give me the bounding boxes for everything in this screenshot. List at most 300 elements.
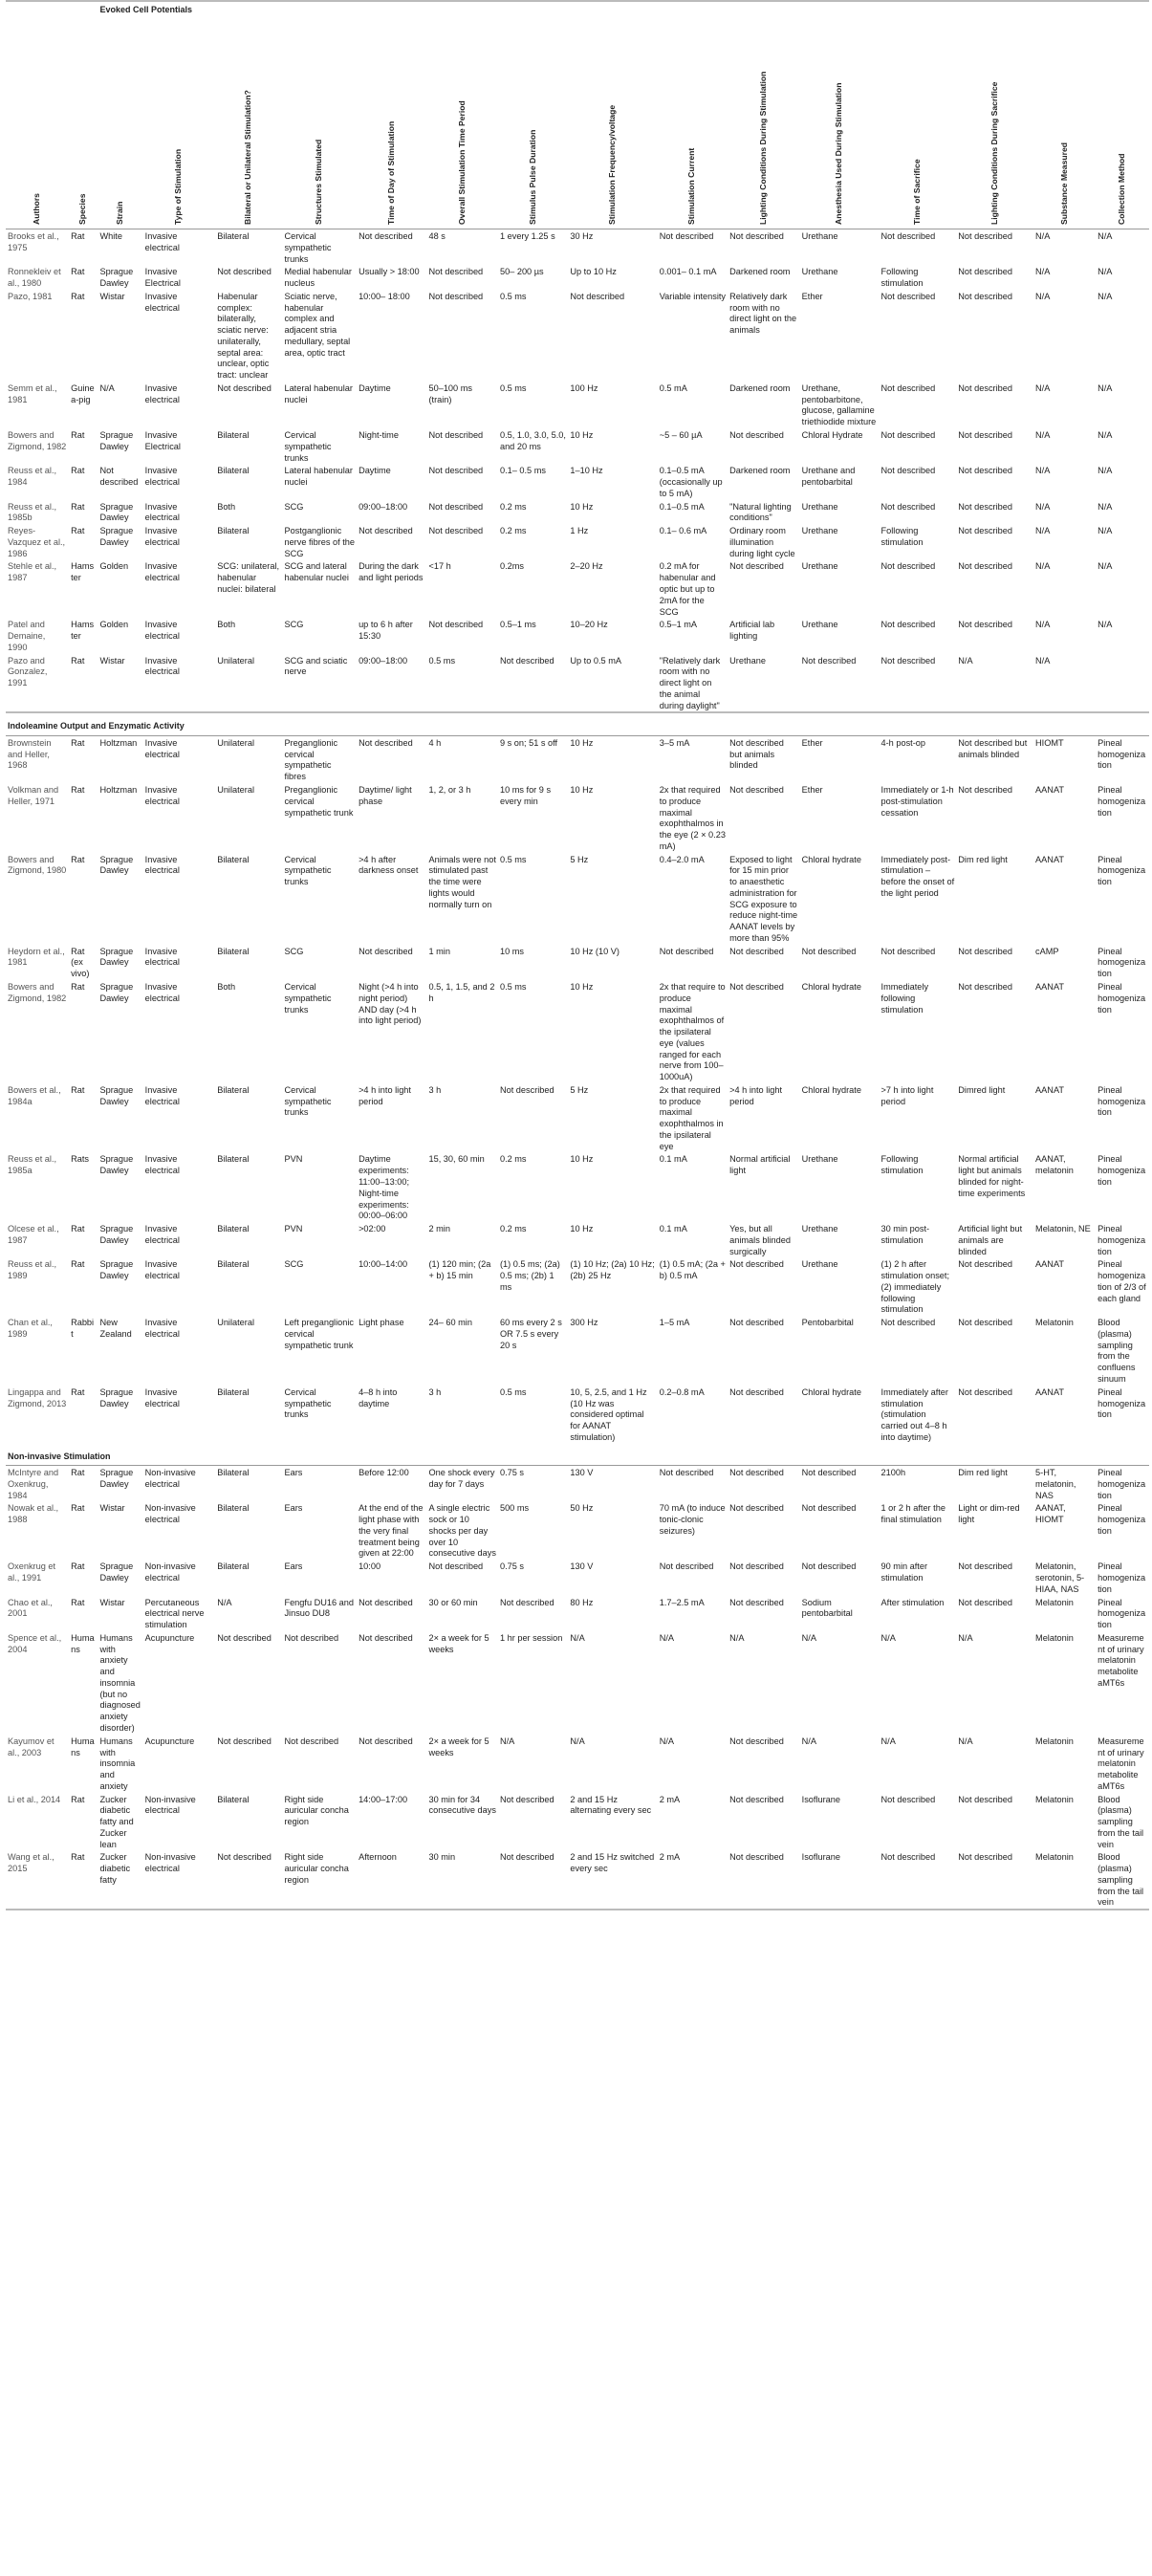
table-cell: Not described <box>958 267 1012 277</box>
table-cell: >4 h into light period <box>359 1084 411 1106</box>
table-cell: 0.2 ms <box>499 1224 527 1234</box>
table-cell: Sprague Dawley <box>99 526 134 547</box>
table-cell: Not described <box>801 1503 857 1514</box>
column-header-label: Substance Measured <box>1058 142 1069 225</box>
table-cell: Immediately following stimulation <box>880 981 929 1015</box>
table-cell: Night-time <box>359 430 399 441</box>
table-cell: Urethane <box>729 655 766 666</box>
table-cell: N/A <box>217 1597 232 1607</box>
table-cell: Melatonin <box>1035 1736 1074 1746</box>
table-cell: PVN <box>284 1154 303 1165</box>
table-cell: Blood (plasma) sampling from the tail vein <box>1098 1852 1144 1908</box>
table-cell: Non-invasive electrical <box>144 1561 196 1583</box>
table-cell: AANAT <box>1035 854 1064 864</box>
table-cell: Melatonin, NE <box>1035 1224 1091 1234</box>
table-cell: Right side auricular concha region <box>284 1794 349 1827</box>
table-cell: Sprague Dawley <box>99 1084 134 1106</box>
table-cell: Rat <box>71 784 85 795</box>
column-header-label: Time of Sacrifice <box>911 159 922 225</box>
table-cell: Golden <box>99 561 129 572</box>
column-header-row <box>6 20 1149 229</box>
table-cell: Invasive electrical <box>144 501 180 523</box>
table-cell: Rat <box>71 1597 85 1607</box>
table-row <box>6 1222 1149 1257</box>
table-cell: Urethane <box>801 267 838 277</box>
table-cell: 4-h post-op <box>880 737 925 748</box>
table-cell: Invasive electrical <box>144 1154 180 1176</box>
table-cell: Pineal homogenization <box>1098 1084 1146 1118</box>
table-cell: Wang et al., 2015 <box>8 1852 54 1874</box>
table-cell: Not described <box>958 231 1012 241</box>
table-cell: AANAT <box>1035 1259 1064 1270</box>
table-cell: Melatonin, serotonin, 5-HIAA, NAS <box>1035 1561 1085 1594</box>
table-cell: N/A <box>1035 231 1051 241</box>
table-cell: 80 Hz <box>570 1597 594 1607</box>
table-cell: Animals were not stimulated past the time were lights would normally turn on <box>428 854 496 909</box>
table-row <box>6 1083 1149 1153</box>
table-cell: N/A <box>1098 291 1113 301</box>
table-cell: 0.5 ms <box>499 854 527 864</box>
table-cell: SCG and sciatic nerve <box>284 655 348 677</box>
table-cell: Both <box>217 501 236 512</box>
table-cell: 70 mA (to induce tonic-clonic seizures) <box>659 1503 726 1536</box>
table-cell: Dim red light <box>958 1468 1008 1478</box>
table-cell: One shock every day for 7 days <box>428 1468 495 1489</box>
table-cell: Non-invasive electrical <box>144 1503 196 1525</box>
table-cell: 0.1–0.5 mA (occasionally up to 5 mA) <box>659 466 723 498</box>
section-heading: Non-invasive Stimulation <box>6 1444 1149 1466</box>
table-cell: cAMP <box>1035 946 1059 956</box>
table-cell: Urethane <box>801 231 838 241</box>
table-cell: 10–20 Hz <box>570 620 608 630</box>
column-header <box>728 20 800 229</box>
table-cell: Exposed to light for 15 min prior to anaesthetic administration for SCG exposure to reduce night-time AANAT levels by more than 95% <box>729 854 798 943</box>
table-cell: Urethane <box>801 561 838 572</box>
table-cell: Unilateral <box>217 655 254 666</box>
table-cell: Not described <box>499 1597 554 1607</box>
table-cell: N/A <box>1098 382 1113 393</box>
table-cell: Not described <box>958 1259 1012 1270</box>
table-cell: Not described <box>428 1561 484 1572</box>
column-header-label: Collection Method <box>1117 153 1127 225</box>
table-cell: 0.2 mA for habenular and optic but up to 2mA for the SCG <box>659 561 716 617</box>
table-cell: Pazo, 1981 <box>8 291 53 301</box>
table-cell: Lateral habenular nuclei <box>284 382 353 404</box>
table-cell: Dimred light <box>958 1084 1006 1095</box>
table-cell: Not described <box>880 655 936 666</box>
column-header-label: Lighting Conditions During Stimulation <box>757 71 768 225</box>
table-cell: AANAT, melatonin <box>1035 1154 1074 1176</box>
table-cell: Cervical sympathetic trunks <box>284 231 332 264</box>
table-cell: Not described <box>359 946 413 956</box>
table-row <box>6 654 1149 713</box>
table-cell: Not described <box>284 1736 339 1746</box>
column-header <box>215 20 282 229</box>
table-cell: Not described <box>217 382 272 393</box>
table-cell: Sprague Dawley <box>99 430 134 451</box>
table-cell: Measurement of urinary melatonin metabolite aMT6s <box>1098 1632 1144 1688</box>
table-cell: Artificial lab lighting <box>729 620 775 642</box>
table-cell: 5-HT, melatonin, NAS <box>1035 1468 1076 1500</box>
table-cell: Bilateral <box>217 1224 250 1234</box>
table-cell: Not described <box>880 501 936 512</box>
table-cell: Measurement of urinary melatonin metabolite aMT6s <box>1098 1736 1144 1791</box>
table-cell: Rat <box>71 466 85 476</box>
table-cell: 500 ms <box>499 1503 530 1514</box>
table-cell: Invasive Electrical <box>144 430 181 451</box>
table-cell: 30 min post-stimulation <box>880 1224 930 1245</box>
table-cell: Bilateral <box>217 430 250 441</box>
table-cell: 1 hr per session <box>499 1632 563 1643</box>
table-cell: Hamster <box>71 561 95 583</box>
table-cell: Up to 10 Hz <box>570 267 617 277</box>
table-cell: 1–10 Hz <box>570 466 603 476</box>
stimulation-table <box>6 0 1149 1912</box>
table-cell: Chao et al., 2001 <box>8 1597 53 1619</box>
table-cell: AANAT <box>1035 1386 1064 1397</box>
table-cell: Not described <box>99 466 139 488</box>
table-cell: Rat <box>71 430 85 441</box>
table-top-title: Evoked Cell Potentials <box>98 1 1149 20</box>
table-cell: Not described but animals blinded <box>958 737 1028 759</box>
table-cell: Light phase <box>359 1318 404 1328</box>
table-cell: SCG <box>284 946 304 956</box>
table-cell: 10 Hz <box>570 784 594 795</box>
table-cell: Not described <box>880 620 936 630</box>
table-cell: N/A <box>880 1632 896 1643</box>
table-cell: Bilateral <box>217 854 250 864</box>
table-cell: 10 Hz (10 V) <box>570 946 619 956</box>
table-cell: Patel and Demaine, 1990 <box>8 620 46 652</box>
table-cell: Blood (plasma) sampling from the confluens sinuum <box>1098 1318 1136 1385</box>
table-cell: Invasive electrical <box>144 784 180 806</box>
table-cell: Ether <box>801 737 823 748</box>
table-cell: McIntyre and Oxenkrug, 1984 <box>8 1468 59 1500</box>
table-cell: Isoflurane <box>801 1794 841 1804</box>
column-header-label: Type of Stimulation <box>173 148 184 225</box>
table-cell: Not described <box>659 1468 714 1478</box>
table-cell: Pineal homogenization <box>1098 1468 1146 1500</box>
table-cell: Not described <box>729 981 784 992</box>
table-row <box>6 853 1149 945</box>
table-cell: Not described <box>729 430 784 441</box>
table-cell: Left preganglionic cervical sympathetic trunk <box>284 1318 354 1350</box>
table-cell: AANAT <box>1035 981 1064 992</box>
table-cell: Not described <box>217 1632 272 1643</box>
table-cell: Postganglionic nerve fibres of the SCG <box>284 526 355 558</box>
table-cell: Chloral hydrate <box>801 1386 861 1397</box>
table-cell: 1 Hz <box>570 526 589 536</box>
table-cell: Urethane <box>801 620 838 630</box>
table-cell: Bilateral <box>217 231 250 241</box>
column-header-label: Structures Stimulated <box>314 139 324 225</box>
table-cell: Darkened room <box>729 267 791 277</box>
table-cell: Bilateral <box>217 1468 250 1478</box>
table-cell: Pentobarbital <box>801 1318 854 1328</box>
table-cell: 50–100 ms (train) <box>428 382 472 404</box>
table-cell: Hamster <box>71 620 95 642</box>
table-cell: Up to 0.5 mA <box>570 655 621 666</box>
table-cell: Not described <box>958 1318 1012 1328</box>
table-cell: 10 ms <box>499 946 524 956</box>
table-cell: (1) 120 min; (2a + b) 15 min <box>428 1259 491 1281</box>
table-row <box>6 735 1149 783</box>
table-cell: Cervical sympathetic trunks <box>284 1084 332 1118</box>
table-cell: 10 Hz <box>570 981 594 992</box>
table-cell: 0.5 ms <box>499 981 527 992</box>
table-cell: Sprague Dawley <box>99 501 134 523</box>
table-cell: Not described <box>880 291 936 301</box>
section-heading: Indoleamine Output and Enzymatic Activity <box>6 712 1149 735</box>
table-cell: Pineal homogenization <box>1098 784 1146 818</box>
table-cell: 24– 60 min <box>428 1318 472 1328</box>
table-cell: Lateral habenular nuclei <box>284 466 353 488</box>
table-cell: 3–5 mA <box>659 737 690 748</box>
table-cell: Rat <box>71 655 85 666</box>
table-cell: Not described <box>729 231 784 241</box>
table-cell: Night (>4 h into night period) AND day (>4 h into light period) <box>359 981 422 1026</box>
table-cell: Not described <box>428 267 484 277</box>
table-cell: Not described <box>801 1468 857 1478</box>
table-cell: 2x that require to produce maximal exophthalmos of the ipsilateral eye (values ranged for each nerve from 100–1000uA) <box>659 981 726 1082</box>
column-header <box>98 20 142 229</box>
table-cell: Variable intensity <box>659 291 727 301</box>
column-header <box>6 20 69 229</box>
table-cell: N/A <box>1098 526 1113 536</box>
table-cell: Humans with insomnia and anxiety <box>99 1736 136 1791</box>
table-cell: Sodium pentobarbital <box>801 1597 853 1619</box>
table-cell: Not described <box>958 1852 1012 1863</box>
table-cell: Rat <box>71 1084 85 1095</box>
table-row <box>6 1501 1149 1560</box>
table-cell: 30 min <box>428 1852 456 1863</box>
table-top-title-row <box>6 1 1149 20</box>
table-cell: Ears <box>284 1503 303 1514</box>
column-header <box>800 20 880 229</box>
column-header-label: Overall Stimulation Time Period <box>456 100 467 225</box>
table-cell <box>1096 654 1149 713</box>
table-cell: Not described <box>729 1597 784 1607</box>
table-row <box>6 1560 1149 1595</box>
table-row <box>6 980 1149 1083</box>
table-cell: Rat <box>71 1224 85 1234</box>
table-cell: 90 min after stimulation <box>880 1561 928 1583</box>
table-cell: Rat <box>71 267 85 277</box>
table-cell: N/A <box>1098 620 1113 630</box>
table-cell: "Relatively dark room with no direct light on the animal during daylight" <box>659 655 721 710</box>
table-cell: N/A <box>1035 655 1051 666</box>
table-cell: Not described <box>958 430 1012 441</box>
table-row <box>6 1257 1149 1316</box>
table-cell: Bilateral <box>217 466 250 476</box>
table-cell: 2 and 15 Hz alternating every sec <box>570 1794 652 1816</box>
table-cell: Nowak et al., 1988 <box>8 1503 59 1525</box>
table-row <box>6 464 1149 499</box>
table-cell: Invasive electrical <box>144 854 180 876</box>
table-cell: Both <box>217 981 236 992</box>
table-cell: Not described <box>880 231 936 241</box>
table-cell: Urethane, pentobarbitone, glucose, gallamine triethiodide mixture <box>801 382 877 427</box>
table-cell: 30 Hz <box>570 231 594 241</box>
table-cell: Melatonin <box>1035 1597 1074 1607</box>
table-cell: 0.2ms <box>499 561 524 572</box>
table-cell: 0.2 ms <box>499 526 527 536</box>
section-heading-row <box>6 1444 1149 1466</box>
table-cell: Not described <box>217 1736 272 1746</box>
table-cell: Non-invasive electrical <box>144 1794 196 1816</box>
table-cell: Bilateral <box>217 1259 250 1270</box>
table-row <box>6 382 1149 428</box>
table-cell: Not described <box>729 1386 784 1397</box>
table-cell: Reuss et al., 1985a <box>8 1154 57 1176</box>
table-row <box>6 265 1149 290</box>
table-cell: Invasive electrical <box>144 466 180 488</box>
table-cell: Melatonin <box>1035 1794 1074 1804</box>
table-cell: Daytime <box>359 466 391 476</box>
table-cell: Semm et al., 1981 <box>8 382 57 404</box>
table-cell: Urethane <box>801 1259 838 1270</box>
table-cell: 60 ms every 2 s OR 7.5 s every 20 s <box>499 1318 562 1350</box>
table-cell: Before 12:00 <box>359 1468 409 1478</box>
table-cell: N/A <box>1098 430 1113 441</box>
table-cell: Invasive electrical <box>144 1084 180 1106</box>
table-cell: Wistar <box>99 1597 125 1607</box>
table-cell: up to 6 h after 15:30 <box>359 620 413 642</box>
table-cell: Right side auricular concha region <box>284 1852 349 1885</box>
table-cell: Rat <box>71 291 85 301</box>
table-cell: SCG: unilateral, habenular nuclei: bilateral <box>217 561 280 594</box>
table-cell: Golden <box>99 620 129 630</box>
table-cell: Guinea-pig <box>71 382 95 404</box>
table-cell: Not described <box>958 1794 1012 1804</box>
table-cell: 10 Hz <box>570 430 594 441</box>
table-cell: Not described <box>958 1561 1012 1572</box>
table-cell: ~5 – 60 µA <box>659 430 703 441</box>
table-cell: Not described <box>659 231 714 241</box>
table-cell: Rat <box>71 1259 85 1270</box>
table-cell: Invasive electrical <box>144 737 180 759</box>
table-cell: 0.5, 1.0, 3.0, 5.0, and 20 ms <box>499 430 566 451</box>
table-cell: PVN <box>284 1224 303 1234</box>
table-cell: Reuss et al., 1985b <box>8 501 57 523</box>
table-row <box>6 524 1149 559</box>
table-cell: Sprague Dawley <box>99 946 134 968</box>
table-cell: Spence et al., 2004 <box>8 1632 62 1654</box>
table-cell: 30 or 60 min <box>428 1597 478 1607</box>
table-cell: Not described <box>958 946 1012 956</box>
table-cell: Invasive electrical <box>144 1224 180 1245</box>
table-cell: 0.001– 0.1 mA <box>659 267 717 277</box>
table-cell: Brownstein and Heller, 1968 <box>8 737 52 771</box>
table-cell: Melatonin <box>1035 1318 1074 1328</box>
table-cell: Sprague Dawley <box>99 1224 134 1245</box>
table-cell: Bilateral <box>217 1084 250 1095</box>
table-cell: Pineal homogenization <box>1098 946 1146 979</box>
table-cell: N/A <box>1098 466 1113 476</box>
table-cell: Sprague Dawley <box>99 1259 134 1281</box>
table-cell: Not described <box>729 1852 784 1863</box>
column-header <box>1096 20 1149 229</box>
table-cell: 2× a week for 5 weeks <box>428 1632 489 1654</box>
table-cell: Chloral hydrate <box>801 981 861 992</box>
table-cell: Invasive electrical <box>144 291 180 313</box>
table-cell: Ronnekleiv et al., 1980 <box>8 267 61 289</box>
table-cell: Sprague Dawley <box>99 1154 134 1176</box>
table-cell: Sprague Dawley <box>99 267 134 289</box>
table-cell: 0.5 ms <box>428 655 456 666</box>
table-cell: Olcese et al., 1987 <box>8 1224 59 1245</box>
table-cell: Not described <box>958 501 1012 512</box>
table-cell: Ordinary room illumination during light cycle <box>729 526 795 558</box>
table-cell: Invasive electrical <box>144 561 180 583</box>
table-cell: Not described <box>729 1259 784 1270</box>
table-cell: Not described <box>729 1468 784 1478</box>
table-cell: >02:00 <box>359 1224 386 1234</box>
table-cell: Not described <box>499 1794 554 1804</box>
table-cell: Not described <box>217 1852 272 1863</box>
table-cell: Invasive electrical <box>144 382 180 404</box>
column-header-label: Stimulation Current <box>686 147 697 225</box>
table-cell: Not described <box>729 946 784 956</box>
table-cell: 15, 30, 60 min <box>428 1154 485 1165</box>
table-cell: Acupuncture <box>144 1736 195 1746</box>
table-cell: Not described <box>880 1318 936 1328</box>
table-cell: N/A <box>659 1632 675 1643</box>
table-cell: Daytime <box>359 382 391 393</box>
table-cell: 0.1 mA <box>659 1154 687 1165</box>
table-cell: Not described <box>880 1794 936 1804</box>
table-cell: Rat (ex vivo) <box>71 946 90 979</box>
table-cell: Bilateral <box>217 1503 250 1514</box>
table-cell: Pineal homogenization <box>1098 854 1146 887</box>
table-row <box>6 1386 1149 1444</box>
table-cell: Oxenkrug et al., 1991 <box>8 1561 56 1583</box>
table-cell: Pineal homogenization <box>1098 1154 1146 1187</box>
table-cell: Not described <box>428 526 484 536</box>
table-cell: 10:00 <box>359 1561 381 1572</box>
table-cell: Not described <box>729 1503 784 1514</box>
table-cell: Rat <box>71 231 85 241</box>
table-cell: Pineal homogenization <box>1098 981 1146 1015</box>
table-cell: Not described <box>958 382 1012 393</box>
table-row <box>6 1631 1149 1735</box>
table-cell: Invasive electrical <box>144 1318 180 1339</box>
column-header <box>426 20 497 229</box>
table-cell: N/A <box>499 1736 515 1746</box>
table-cell: Afternoon <box>359 1852 397 1863</box>
table-cell: 48 s <box>428 231 446 241</box>
table-cell: Cervical sympathetic trunks <box>284 854 332 887</box>
column-header-label: Anesthesia Used During Stimulation <box>834 82 844 225</box>
table-cell: Bilateral <box>217 1386 250 1397</box>
table-cell: 3 h <box>428 1386 442 1397</box>
table-cell: Brooks et al., 1975 <box>8 231 59 252</box>
table-cell: At the end of the light phase with the very final treatment being given at 22:00 <box>359 1503 424 1559</box>
column-header <box>568 20 657 229</box>
table-cell: N/A <box>1035 466 1051 476</box>
table-row <box>6 1316 1149 1386</box>
table-cell: Rat <box>71 501 85 512</box>
table-cell: Non-invasive electrical <box>144 1852 196 1874</box>
table-row <box>6 1466 1149 1502</box>
column-header <box>1033 20 1096 229</box>
table-cell: 2x that required to produce maximal exophthalmos in the eye (2 × 0.23 mA) <box>659 784 726 851</box>
table-cell: Dim red light <box>958 854 1008 864</box>
table-cell: 0.2 ms <box>499 1154 527 1165</box>
table-cell: Invasive electrical <box>144 526 180 547</box>
table-cell: Invasive electrical <box>144 655 180 677</box>
table-cell: 0.5 ms <box>499 1386 527 1397</box>
